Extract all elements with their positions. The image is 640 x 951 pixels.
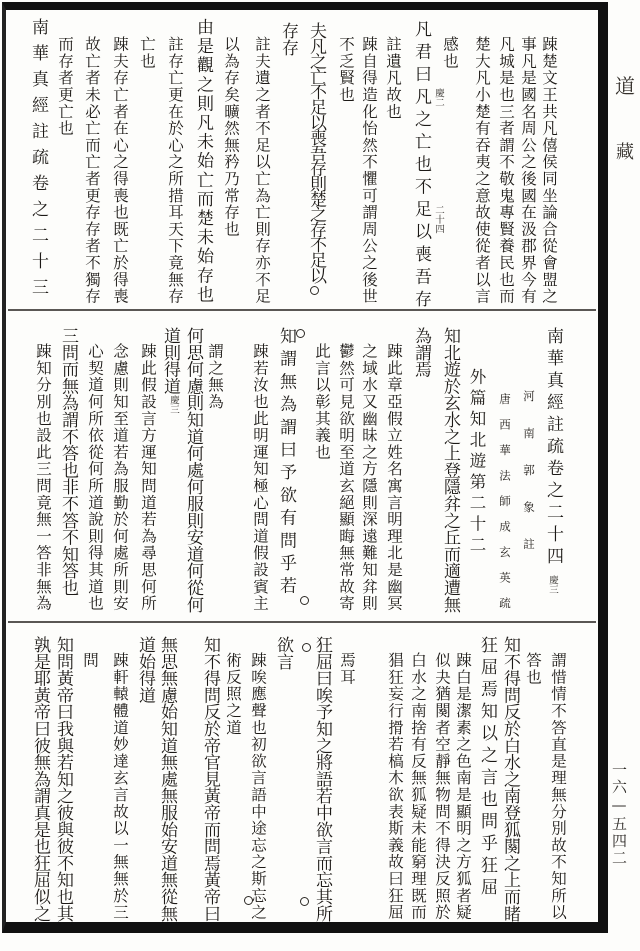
text-column: 知不得問反於帝官見黃帝而問焉黃帝曰 — [200, 636, 220, 922]
text-column: 念慮則知至道若為服勤於何處所則安 — [111, 343, 129, 612]
text-column: 三問而無為謂不答也非不答不知答也 — [58, 327, 78, 596]
text-column: 踈白是潔素之色南是顯明之方狐者疑 — [454, 652, 472, 921]
text-column: 楚大凡小楚有吞夷之意故使從者以言 — [473, 36, 491, 305]
text-column: 踈楚文王共凡僖侯同坐論合從會盟之 — [540, 36, 558, 305]
text-column: 由是觀之則凡未始亡而楚未始存也 — [193, 18, 213, 305]
text-column: 答也 — [524, 652, 542, 686]
text-column: 南華真經註疏卷之二十三 — [28, 18, 48, 304]
text-column: 踈唉應聲也初欲言語中途忘之斯忘之 — [249, 652, 267, 921]
collation-note: 慶三 — [547, 575, 558, 594]
text-column: 註夫遺之者不足以亡為亡則存亦不足 — [253, 36, 271, 305]
punctuation-circle — [244, 896, 253, 905]
text-column: 不乏賢也 — [337, 36, 355, 104]
text-column: 知問黃帝曰我與若知之彼與彼不知也其 — [53, 636, 73, 922]
text-column: 無思無慮始知道無處無服始安道無從無 — [157, 636, 177, 922]
text-column: 感也 — [441, 36, 459, 70]
text-column: 孰是耶黃帝曰彼無為謂真是也狂屈似之 — [30, 636, 50, 922]
text-column: 踈此章亞假立姓名寓言明理北是幽冥 — [385, 343, 403, 612]
text-column: 此言以彰其義也 — [313, 343, 331, 461]
text-column: 唐西華法師成玄英疏 — [498, 393, 512, 623]
punctuation-circle — [296, 329, 305, 338]
text-column: 踈若汝也此明運知極心問道假設賓主 — [251, 343, 269, 612]
text-column: 外篇知北遊第二十二 — [467, 368, 486, 557]
punctuation-circle — [310, 286, 319, 295]
text-column: 踈軒轅體道妙達玄言故以一無無於三 — [111, 652, 129, 921]
punctuation-circle — [300, 596, 309, 605]
text-column: 河南郭象註 — [522, 390, 536, 575]
text-column: 謂之無為 — [206, 343, 224, 411]
text-column: 知不得問反於白水之南登狐闋之上而睹 — [500, 636, 520, 922]
margin-collection-title-zang: 藏 — [616, 142, 634, 163]
text-column: 以為存矣曠然無矜乃常存也 — [222, 36, 240, 238]
text-column: 為謂焉 — [411, 327, 431, 378]
text-column: 道始得道 — [135, 636, 155, 704]
text-column: 夫凡之亡不足以喪吾存則楚之存不足以 — [306, 22, 326, 283]
margin-collection-title-dao: 道 — [615, 74, 635, 98]
text-column: 狂屈曰唉予知之將語若中欲言而忘其所 — [312, 636, 332, 922]
text-column: 心契道何所依從何所道說則得其道也 — [86, 343, 104, 612]
text-column: 存存 — [278, 22, 298, 56]
text-column: 踈自得造化怡然不懼可謂周公之後世 — [360, 36, 378, 305]
margin-page-number: 一六—五四二 — [610, 762, 628, 867]
text-column: 猖狂妄行搰若槁木欲表斯義故曰狂屈 — [386, 652, 404, 921]
text-column: 知北遊於玄水之上登隱弅之丘而適遭無 — [440, 327, 460, 613]
text-column: 道則得道 — [160, 327, 180, 395]
text-column: 註遺凡故也 — [384, 36, 402, 120]
text-column: 故亡者未必亡而亡者更存存者不獨存 — [83, 36, 101, 305]
text-column: 事凡是國名周公之後國在汲郡界今有 — [519, 36, 537, 305]
collation-note: 慶三 — [168, 395, 179, 414]
text-column: 凡城是也三者謂不敬鬼專賢養民也而 — [497, 36, 515, 305]
collation-note: 慶二 — [433, 88, 444, 107]
text-column: 踈此假設言方運知問道若為尋思何所 — [139, 343, 157, 612]
text-column: 亡也 — [138, 36, 156, 70]
text-column: 何思何慮則知道何處何服則安道何從何 — [183, 327, 203, 613]
text-column: 知謂無為謂曰予欲有問乎若 — [276, 327, 296, 600]
text-column: 凡君曰凡之亡也不足以喪吾存 — [411, 20, 431, 313]
text-column: 註存亡更在於心之所措耳天下竟無存 — [166, 36, 184, 305]
text-column: 鬱然可見欲明至道玄絕顯晦無常故寄 — [337, 343, 355, 612]
text-column: 白水之南捨有反無狐疑未能窮理既而 — [409, 652, 427, 921]
text-column: 問 — [81, 652, 99, 669]
text-column: 踈知分別也設此三問竟無一答非無為 — [34, 343, 52, 612]
text-column: 而存者更亡也 — [56, 36, 74, 137]
punctuation-circle — [300, 897, 309, 906]
text-column: 南華真經註疏卷之二十四 — [543, 327, 563, 569]
text-column: 欲言 — [273, 636, 293, 670]
punctuation-circle — [302, 643, 311, 652]
collation-note: 二十四 — [433, 205, 444, 234]
text-column: 焉耳 — [338, 652, 356, 686]
text-column: 踈夫存亡者在心之得喪也既亡於得喪 — [111, 36, 129, 305]
text-column: 術反照之道 — [224, 652, 242, 736]
text-column: 之域水又幽昧之方隱則深遠難知弅則 — [360, 343, 378, 612]
text-column: 狂屈焉知以之言也問乎狂屈 — [477, 636, 497, 900]
text-column: 似夬猶闋者空靜無物問不得決反照於 — [433, 652, 451, 921]
text-column: 謂惜情不答直是理無分別故不知所以 — [549, 652, 567, 921]
